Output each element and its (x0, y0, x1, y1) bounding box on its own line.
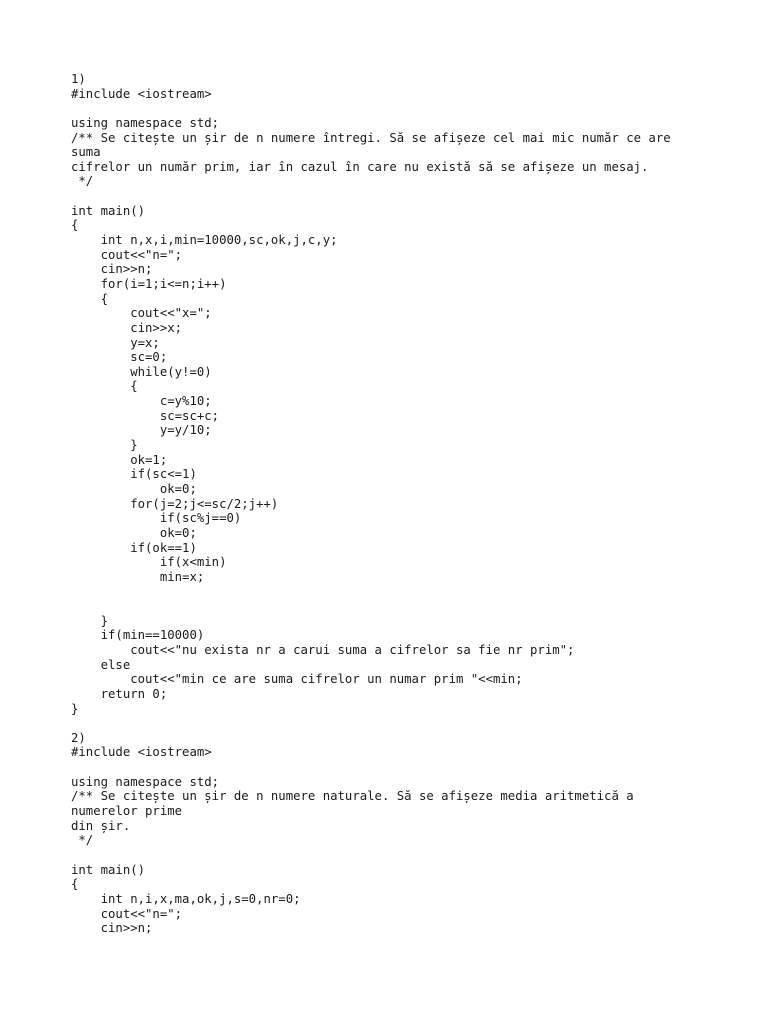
code-line: for(j=2;j<=sc/2;j++) (71, 496, 279, 511)
code-line: suma (71, 145, 101, 160)
code-line (71, 584, 751, 599)
code-line: int main() (71, 203, 146, 218)
code-line: cout<<"nu exista nr a carui suma a cifrelor sa fie nr prim"; (71, 642, 575, 657)
code-line: y=x; (71, 335, 160, 350)
code-line: return 0; (71, 686, 168, 701)
code-line: /** Se citește un șir de n numere naturale. Să se afișeze media aritmetică a (71, 789, 634, 804)
code-line: sc=sc+c; (71, 408, 220, 423)
code-line: if(min==10000) (71, 628, 205, 643)
code-line: din șir. (71, 818, 131, 833)
code-line: if(sc<=1) (71, 467, 197, 482)
code-line: if(ok==1) (71, 540, 197, 555)
code-line: c=y%10; (71, 394, 212, 409)
code-line: } (71, 613, 109, 628)
code-line (71, 189, 751, 204)
code-line: min=x; (71, 569, 205, 584)
code-line: int main() (71, 862, 146, 877)
code-line: sc=0; (71, 350, 168, 365)
code-line: cifrelor un număr prim, iar în cazul în care nu există să se afișeze un mesaj. (71, 159, 649, 174)
code-line: ok=1; (71, 452, 168, 467)
code-line (71, 101, 751, 116)
code-line: if(sc%j==0) (71, 511, 242, 526)
code-line: cin>>n; (71, 921, 153, 936)
code-line: else (71, 657, 131, 672)
code-line: { (71, 379, 138, 394)
code-line: */ (71, 833, 94, 848)
code-line: #include <iostream> (71, 745, 212, 760)
code-line: 1) (71, 72, 86, 86)
code-line: } (71, 701, 79, 716)
code-line: { (71, 877, 79, 892)
code-line: int n,x,i,min=10000,sc,ok,j,c,y; (71, 233, 338, 248)
code-line: cin>>n; (71, 262, 153, 277)
code-listing (71, 72, 751, 936)
code-line (71, 716, 751, 731)
code-line: numerelor prime (71, 804, 183, 819)
code-line: using namespace std; (71, 774, 220, 789)
code-line: 2) (71, 730, 86, 745)
code-line: for(i=1;i<=n;i++) (71, 276, 227, 291)
code-line: } (71, 438, 138, 453)
code-line: ok=0; (71, 525, 197, 540)
code-line: cin>>x; (71, 320, 183, 335)
code-line: cout<<"x="; (71, 306, 212, 321)
code-line: ok=0; (71, 481, 197, 496)
code-line: #include <iostream> (71, 86, 212, 101)
code-line: y=y/10; (71, 423, 212, 438)
code-line: cout<<"min ce are suma cifrelor un numar prim "<<min; (71, 672, 523, 687)
code-line (71, 760, 751, 775)
code-line: /** Se citește un șir de n numere întregi. Să se afișeze cel mai mic număr ce are (71, 130, 671, 145)
code-line: using namespace std; (71, 115, 220, 130)
code-line (71, 599, 751, 614)
code-line: cout<<"n="; (71, 247, 183, 262)
code-line: cout<<"n="; (71, 906, 183, 921)
code-line: { (71, 291, 109, 306)
code-line: */ (71, 174, 94, 189)
code-line: if(x<min) (71, 555, 227, 570)
code-line: { (71, 218, 79, 233)
code-line: int n,i,x,ma,ok,j,s=0,nr=0; (71, 891, 301, 906)
code-line (71, 848, 751, 863)
code-line: while(y!=0) (71, 364, 212, 379)
